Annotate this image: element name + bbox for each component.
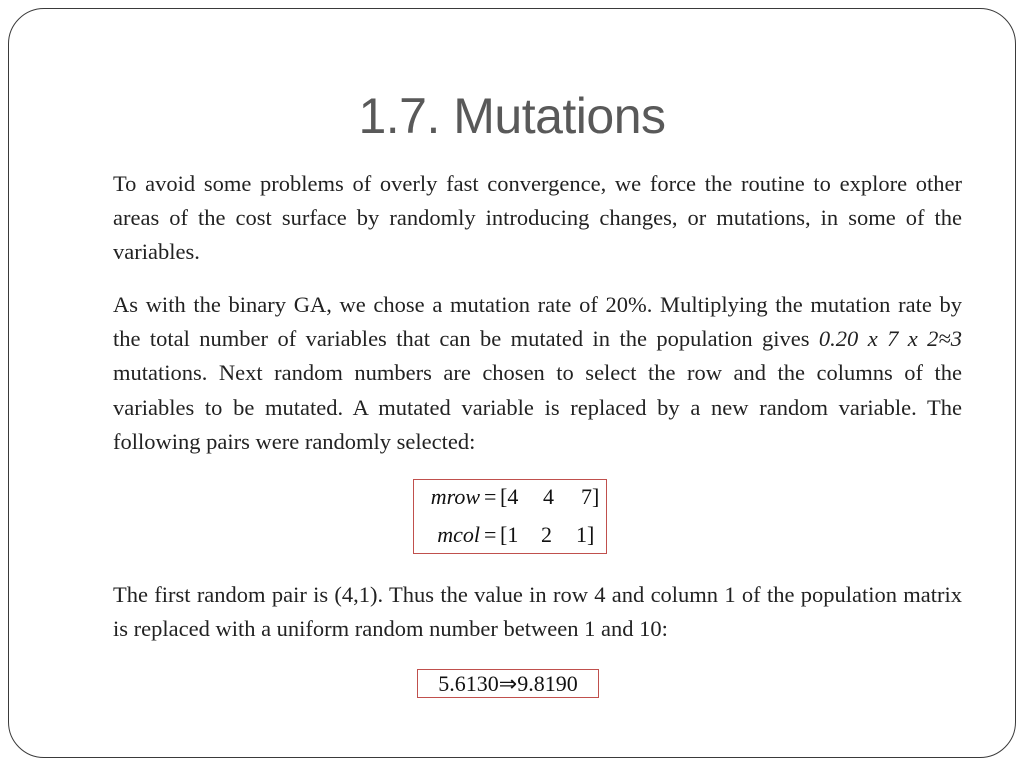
mrow-value-3: 7]	[581, 484, 600, 509]
mcol-value-3: 1]	[576, 522, 595, 547]
equation-row-mcol	[414, 520, 606, 550]
slide-title: 1.7. Mutations	[358, 88, 666, 144]
mrow-label: mrow	[430, 484, 480, 509]
mutation-count-expression: 0.20 x 7 x 2≈3	[818, 326, 962, 352]
mrow-value-1: [4	[500, 484, 519, 509]
paragraph-mutation-rate-text-2: mutations. Next random numbers are chosen to select the row and the columns of the variables to be mutated. A mutated variable is replaced by a new random variable. The following pairs were randomly selected:	[113, 360, 962, 454]
equation-value-replacement: 5.6130⇒9.8190	[417, 669, 599, 698]
paragraph-mutation-rate	[113, 288, 962, 459]
mrow-equals: =	[484, 484, 497, 509]
equation-random-pairs	[413, 479, 607, 554]
paragraph-first-pair	[113, 578, 962, 646]
mcol-value-2: 2	[541, 522, 552, 547]
paragraph-mutation-rate-text-1: As with the binary GA, we chose a mutation rate of 20%. Multiplying the mutation rate by the total number of variables that can be mutated in the population gives	[113, 292, 962, 352]
mcol-label: mcol	[437, 522, 480, 547]
paragraph-first-pair-text: The first random pair is (4,1). Thus the value in row 4 and column 1 of the population matrix is replaced with a uniform random number between 1 and 10:	[113, 582, 962, 642]
paragraph-intro	[113, 167, 962, 270]
mrow-value-2: 4	[543, 484, 554, 509]
mcol-equals: =	[484, 522, 497, 547]
equation-row-mrow	[414, 482, 606, 512]
mcol-value-1: [1	[500, 522, 519, 547]
paragraph-intro-text: To avoid some problems of overly fast convergence, we force the routine to explore other areas of the cost surface by randomly introducing changes, or mutations, in some of the variables.	[113, 171, 962, 265]
